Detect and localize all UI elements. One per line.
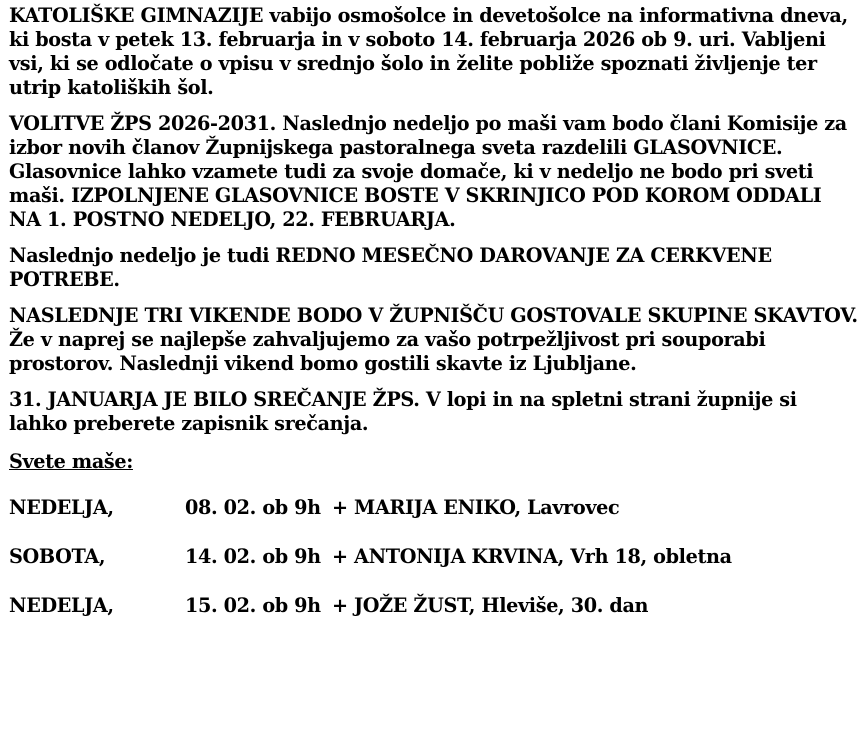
mass-time: 14. 02. ob 9h <box>185 545 321 568</box>
announcement-gymnasium: KATOLIŠKE GIMNAZIJE vabijo osmošolce in devetošolce na informativna dneva, ki bosta v petek 13. februarja in v soboto 14. februarja 2026 ob 9. uri. Vabljeni vsi, ki se odločate o vpisu v srednjo šolo in želite pobliže spoznati življenje ter utrip katoliških šol. <box>9 4 848 99</box>
mass-row <box>9 545 859 569</box>
bulletin-page <box>9 4 859 643</box>
mass-row <box>9 594 859 618</box>
announcement-elections: VOLITVE ŽPS 2026-2031. Naslednjo nedeljo po maši vam bodo člani Komisije za izbor novih članov Župnijskega pastoralnega sveta razdelili GLASOVNICE. Glasovnice lahko vzamete tudi za svoje domače, ki v nedeljo ne bodo pri sveti maši. IZPOLNJENE GLASOVNICE BOSTE V SKRINJICO POD KOROM ODDALI NA 1. POSTNO NEDELJO, 22. FEBRUARJA. <box>9 112 847 231</box>
masses-heading: Svete maše: <box>9 450 133 473</box>
mass-intention: + ANTONIJA KRVINA, Vrh 18, obletna <box>332 545 732 568</box>
mass-intention: + MARIJA ENIKO, Lavrovec <box>332 496 620 519</box>
mass-day: NEDELJA, <box>9 594 114 617</box>
mass-day: SOBOTA, <box>9 545 106 568</box>
announcement-donation: Naslednjo nedeljo je tudi REDNO MESEČNO DAROVANJE ZA CERKVENE POTREBE. <box>9 244 772 291</box>
mass-time: 08. 02. ob 9h <box>185 496 321 519</box>
announcement-scouts: NASLEDNJE TRI VIKENDE BODO V ŽUPNIŠČU GOSTOVALE SKUPINE SKAVTOV. Že v naprej se najlepše zahvaljujemo za vašo potrpežljivost pri souporabi prostorov. Naslednji vikend bomo gostili skavte iz Ljubljane. <box>9 304 858 375</box>
mass-row <box>9 496 859 520</box>
announcement-meeting: 31. JANUARJA JE BILO SREČANJE ŽPS. V lopi in na spletni strani župnije si lahko preberete zapisnik srečanja. <box>9 388 797 435</box>
mass-intention: + JOŽE ŽUST, Hleviše, 30. dan <box>332 594 649 617</box>
mass-time: 15. 02. ob 9h <box>185 594 321 617</box>
mass-day: NEDELJA, <box>9 496 114 519</box>
